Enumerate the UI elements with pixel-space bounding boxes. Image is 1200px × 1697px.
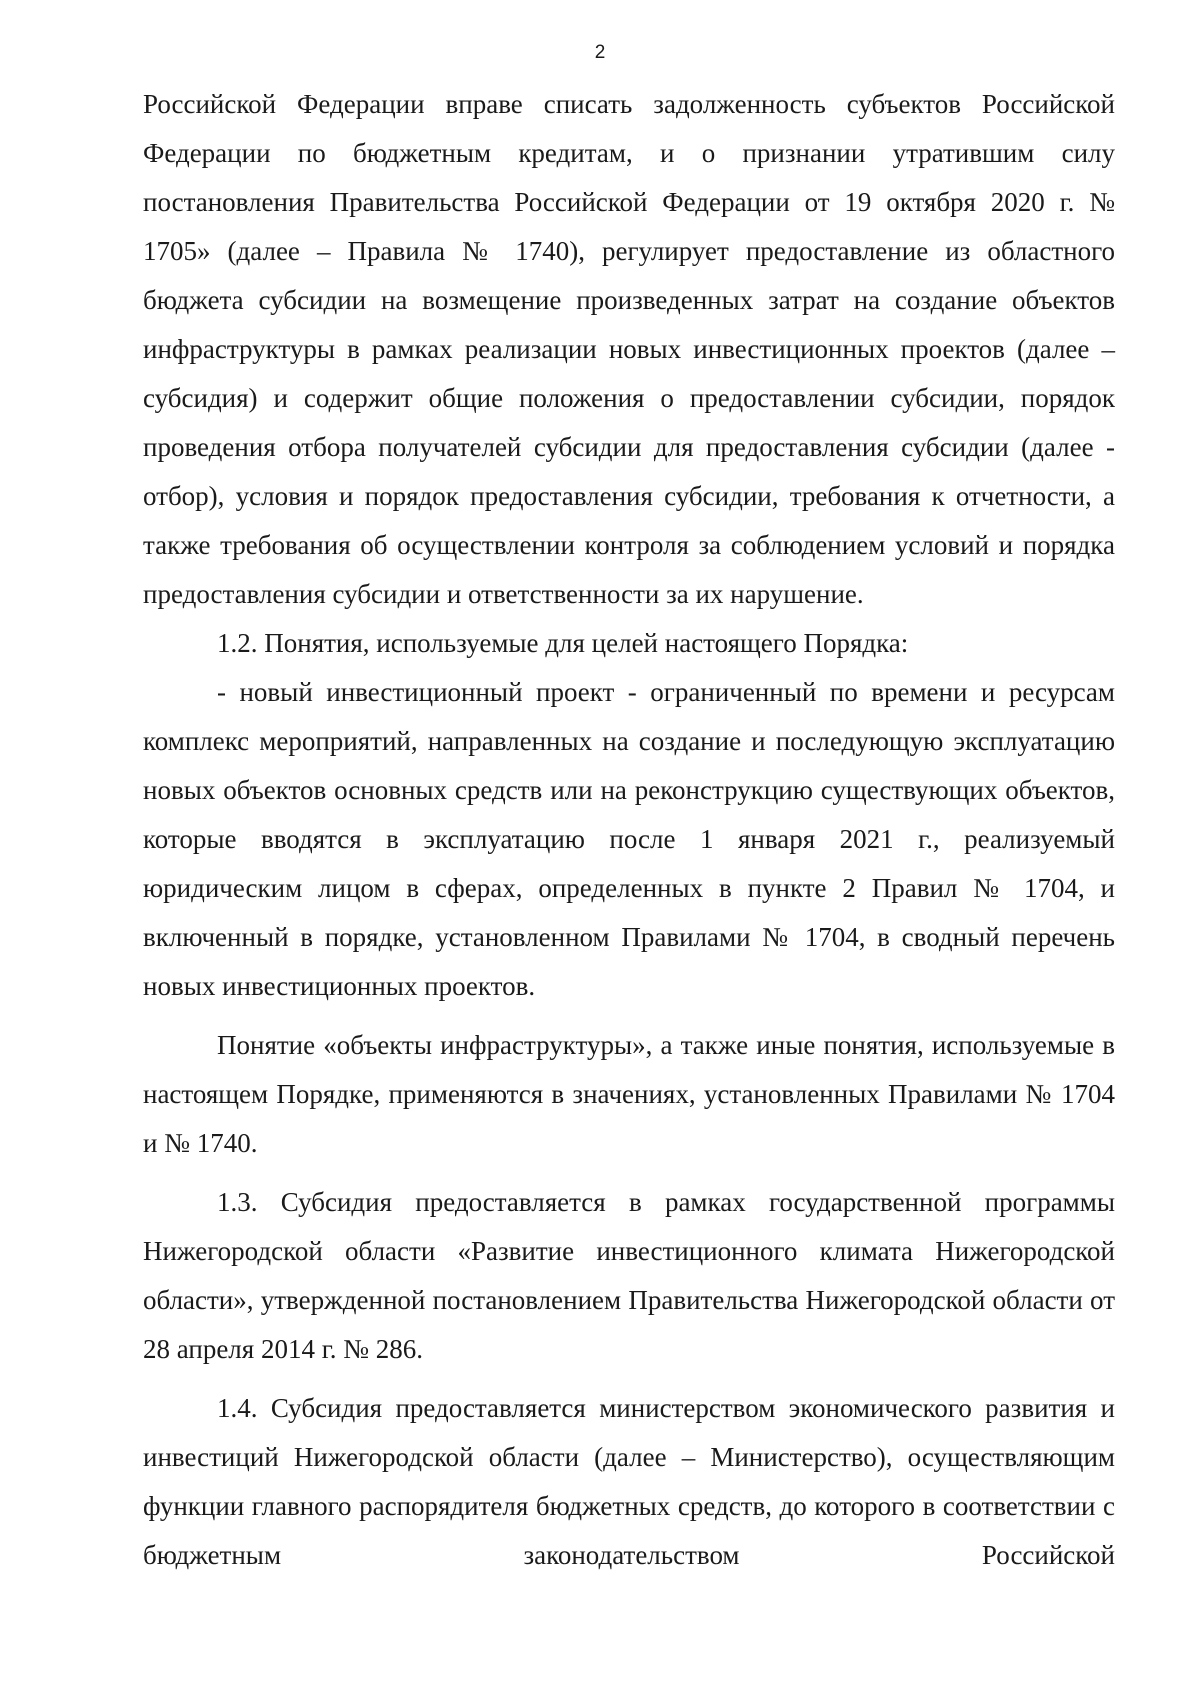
paragraph-section-1-4: 1.4. Субсидия предоставляется министерством экономического развития и инвестиций Нижегородской области (далее – Министерство), осуществляющим функции главного распорядителя бюджетных средств, до которого в соответствии с бюджетным законодательством Российской xyxy=(143,1393,1115,1570)
page-number: 2 xyxy=(594,42,606,63)
paragraph-new-investment-project-definition: - новый инвестиционный проект - ограниченный по времени и ресурсам комплекс мероприятий, направленных на создание и последующую эксплуатацию новых объектов основных средств или на реконструкцию существующих объектов, которые вводятся в эксплуатацию после 1 января 2021 г., реализуемый юридическим лицом в сферах, определенных в пункте 2 Правил № 1704, и включенный в порядке, установленном Правилами № 1704, в сводный перечень новых инвестиционных проектов. xyxy=(143,677,1115,1001)
paragraph-infrastructure-objects-definition: Понятие «объекты инфраструктуры», а также иные понятия, используемые в настоящем Порядке, применяются в значениях, установленных Правилами № 1704 и № 1740. xyxy=(143,1030,1115,1158)
paragraph-section-1-3: 1.3. Субсидия предоставляется в рамках государственной программы Нижегородской области «Развитие инвестиционного климата Нижегородской области», утвержденной постановлением Правительства Нижегородской области от 28 апреля 2014 г. № 286. xyxy=(143,1187,1115,1364)
paragraph-continuation: Российской Федерации вправе списать задолженность субъектов Российской Федерации по бюджетным кредитам, и о признании утратившим силу постановления Правительства Российской Федерации от 19 октября 2020 г. № 1705» (далее – Правила № 1740), регулирует предоставление из областного бюджета субсидии на возмещение произведенных затрат на создание объектов инфраструктуры в рамках реализации новых инвестиционных проектов (далее – субсидия) и содержит общие положения о предоставлении субсидии, порядок проведения отбора получателей субсидии для предоставления субсидии (далее - отбор), условия и порядок предоставления субсидии, требования к отчетности, а также требования об осуществлении контроля за соблюдением условий и порядка предоставления субсидии и ответственности за их нарушение. xyxy=(143,89,1115,609)
document-body xyxy=(143,80,1115,1580)
paragraph-section-1-2-heading: 1.2. Понятия, используемые для целей настоящего Порядка: xyxy=(217,628,909,658)
